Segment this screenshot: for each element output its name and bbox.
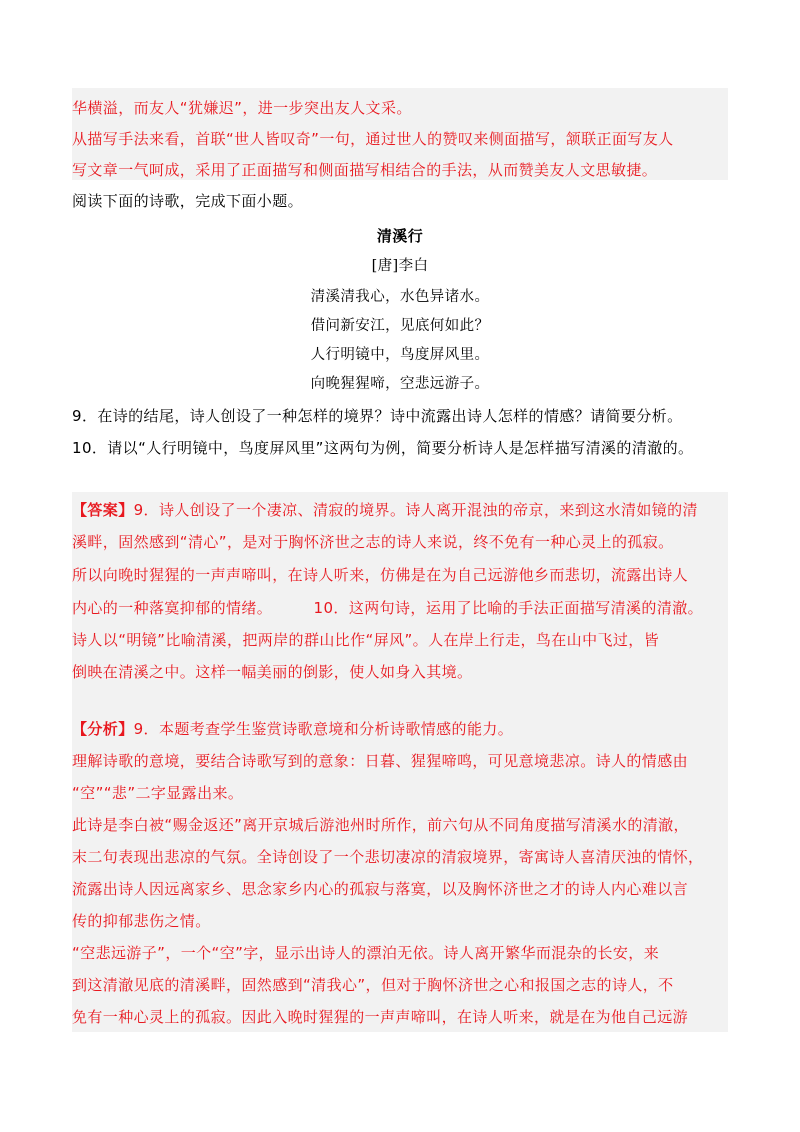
answer-line-4: 内心的一种落寞抑郁的情绪。 10．这两句诗，运用了比喻的手法正面描写清溪的清澈。 <box>72 599 704 617</box>
analysis-line-8: “空悲远游子”，一个“空”字，显示出诗人的漂泊无依。诗人离开繁华而混杂的长安，来 <box>72 944 660 962</box>
answer-text-1: 9．诗人创设了一个凄凉、清寂的境界。诗人离开混浊的帝京，来到这水清如镜的清 <box>133 501 698 519</box>
instruction-text: 阅读下面的诗歌，完成下面小题。 <box>72 192 304 210</box>
answer-line-3: 所以向晚时猩猩的一声声啼叫，在诗人听来，仿佛是在为自己远游他乡而悲切，流露出诗人 <box>72 566 689 584</box>
poem-author: [唐]李白 <box>371 258 429 274</box>
analysis-line-6: 流露出诗人因远离家乡、思念家乡内心的孤寂与落寞，以及胸怀济世之才的诗人内心难以言 <box>72 880 689 898</box>
poem-line-3: 人行明镜中，鸟度屏风里。 <box>310 347 490 363</box>
poem-line-2: 借问新安江，见底何如此？ <box>310 318 490 334</box>
answer-line-5: 诗人以“明镜”比喻清溪，把两岸的群山比作“屏风”。人在岸上行走，鸟在山中飞过，皆 <box>72 631 660 649</box>
poem-line-4: 向晚猩猩啼，空悲远游子。 <box>310 376 490 392</box>
question-10: 10．请以“人行明镜中，鸟度屏风里”这两句为例，简要分析诗人是怎样描写清溪的清澈的。 <box>72 439 694 457</box>
poem-title: 清溪行 <box>376 227 424 245</box>
answer-line-6: 倒映在清溪之中。这样一幅美丽的倒影，使人如身入其境。 <box>72 663 473 681</box>
top-text-line-3: 写文章一气呵成，采用了正面描写和侧面描写相结合的手法，从而赞美友人文思敏捷。 <box>72 161 658 179</box>
question-9: 9．在诗的结尾，诗人创设了一种怎样的境界？诗中流露出诗人怎样的情感？请简要分析。 <box>72 407 683 425</box>
poem-line-1: 清溪清我心，水色异诸水。 <box>310 289 490 305</box>
analysis-line-10: 免有一种心灵上的孤寂。因此入晚时猩猩的一声声啼叫，在诗人听来，就是在为他自己远游 <box>72 1008 689 1026</box>
answer-line-1 <box>72 494 698 526</box>
top-text-line-1: 华横溢，而友人“犹嫌迟”，进一步突出友人文采。 <box>72 99 412 117</box>
analysis-line-7: 传的抑郁悲伤之情。 <box>72 912 211 930</box>
analysis-line-2: 理解诗歌的意境，要结合诗歌写到的意象：日暮、猩猩啼鸣，可见意境悲凉。诗人的情感由 <box>72 752 689 770</box>
analysis-label: 【分析】 <box>72 720 134 738</box>
analysis-line-3: “空”“悲”二字显露出来。 <box>72 784 244 802</box>
analysis-line-9: 到这清澈见底的清溪畔，固然感到“清我心”，但对于胸怀济世之心和报国之志的诗人，不 <box>72 976 674 994</box>
analysis-line-1 <box>72 713 513 745</box>
top-text-line-2: 从描写手法来看，首联“世人皆叹奇”一句，通过世人的赞叹来侧面描写，颔联正面写友人 <box>72 130 674 148</box>
answer-label: 【答案】 <box>72 501 134 519</box>
analysis-line-4: 此诗是李白被“赐金返还”离开京城后游池州时所作，前六句从不同角度描写清溪水的清澈， <box>72 816 689 834</box>
answer-line-2: 溪畔，固然感到“清心”，是对于胸怀济世之志的诗人来说，终不免有一种心灵上的孤寂。 <box>72 533 674 551</box>
analysis-line-5: 末二句表现出悲凉的气氛。全诗创设了一个悲切凄凉的清寂境界，寄寓诗人喜清厌浊的情怀， <box>72 848 704 866</box>
analysis-text-1: 9．本题考查学生鉴赏诗歌意境和分析诗歌情感的能力。 <box>133 720 514 738</box>
